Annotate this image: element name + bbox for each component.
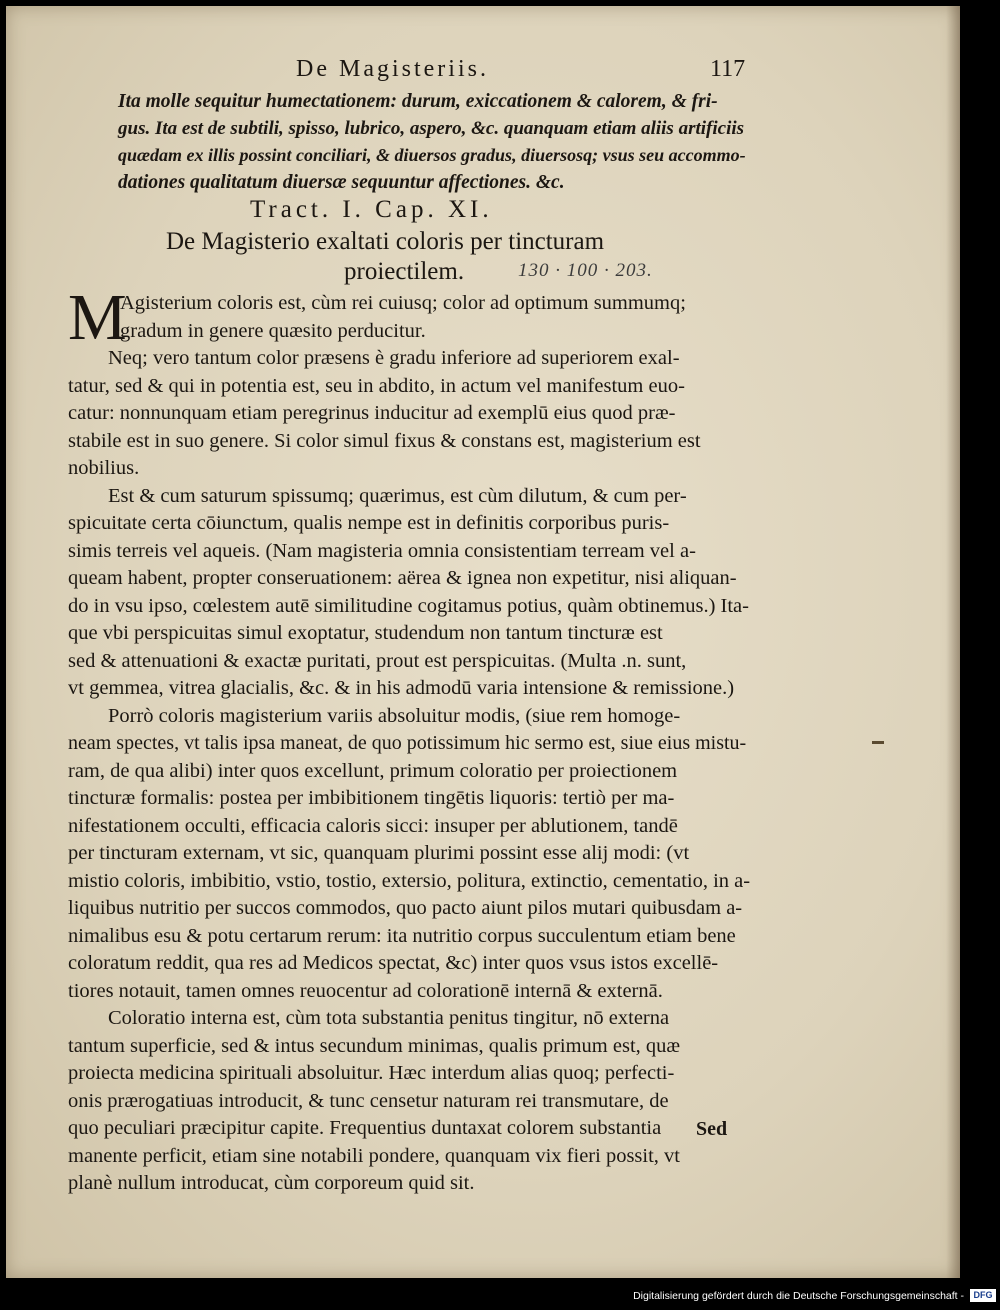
body-line: tincturæ formalis: postea per imbibitionem tingētis liquoris: tertiò per ma- [68, 787, 675, 809]
body-text [68, 281, 758, 1198]
body-line: Est & cum saturum spissumq; quærimus, est cùm dilutum, & cum per- [108, 484, 687, 507]
body-line: manente perficit, etiam sine notabili pondere, quanquam vix fieri possit, vt [68, 1144, 680, 1167]
body-line: Agisterium coloris est, cùm rei cuiusq; color ad optimum summumq; [120, 292, 686, 314]
body-line: Coloratio interna est, cùm tota substantia penitus tingitur, nō externa [108, 1007, 670, 1029]
body-line: coloratum reddit, qua res ad Medicos spectat, &c) inter quos vsus istos excellē- [68, 952, 719, 974]
body-line: tantum superficie, sed & intus secundum minimas, qualis primum est, quæ [68, 1034, 681, 1057]
body-line: Neq; vero tantum color præsens è gradu inferiore ad superiorem exal- [108, 347, 680, 369]
catchword: Sed [696, 1118, 728, 1140]
body-line: tiores notauit, tamen omnes reuocentur ad colorationē internā & externā. [68, 979, 663, 1002]
body-line: proiecta medicina spirituali absoluitur. Hæc interdum alias quoq; perfecti- [68, 1062, 675, 1084]
body-line: onis prærogatiuas introducit, & tunc censetur naturam rei transmutare, de [68, 1089, 669, 1112]
funding-credit: Digitalisierung gefördert durch die Deutsche Forschungsgemeinschaft - [633, 1290, 964, 1302]
page-edge-shadow [946, 6, 960, 1278]
dfg-logo-icon: DFG [970, 1289, 996, 1302]
chapter-title-line1: De Magisterio exaltati coloris per tincturam [166, 228, 605, 255]
body-line: liquibus nutritio per succos commodos, quo pacto aiunt pilos mutari quibusdam a- [68, 897, 743, 919]
page-number: 117 [710, 56, 746, 82]
body-line: per tincturam externam, vt sic, quanquam plurimi possint esse alij modi: (vt [68, 842, 690, 864]
body-line: queam habent, propter conseruationem: aërea & ignea non expetitur, nisi aliquan- [68, 567, 737, 589]
italic-line: quædam ex illis possint conciliari, & diuersos gradus, diuersosq; vsus seu accommo- [118, 145, 746, 165]
italic-line: Ita molle sequitur humectationem: durum, exiccationem & calorem, & fri- [118, 91, 718, 112]
body-line: quo peculiari præcipitur capite. Frequentius duntaxat colorem substantia [68, 1117, 662, 1139]
body-line: gradum in genere quæsito perducitur. [120, 319, 426, 342]
body-line: stabile est in suo genere. Si color simul fixus & constans est, magisterium est [68, 429, 701, 452]
chapter-heading: Tract. I. Cap. XI. [250, 196, 493, 223]
body-line: vt gemmea, vitrea glacialis, &c. & in his admodū varia intensione & remissione.) [68, 677, 735, 699]
body-line: sed & attenuationi & exactæ puritati, prout est perspicuitas. (Multa .n. sunt, [68, 649, 687, 672]
handwritten-annotation: 130 · 100 · 203. [518, 260, 653, 281]
margin-mark [872, 741, 884, 744]
body-line: tatur, sed & qui in potentia est, seu in abdito, in actum vel manifestum euo- [68, 374, 685, 397]
drop-initial: M [68, 281, 127, 354]
body-line: do in vsu ipso, cœlestem autē similitudine cogitamus potius, quàm obtinemus.) Ita- [68, 594, 749, 617]
body-line: nimalibus esu & potu certarum rerum: ita nutritio corpus succulentum etiam bene [68, 924, 736, 947]
chapter-title-line2: proiectilem. [344, 258, 465, 285]
body-line: neam spectes, vt talis ipsa maneat, de quo potissimum hic sermo est, siue eius mistu- [68, 732, 747, 754]
body-line: que vbi perspicuitas simul exoptatur, studendum non tantum tincturæ est [68, 622, 663, 644]
footer-bar [0, 1283, 1000, 1310]
body-line: mistio coloris, imbibitio, vstio, tostio, extersio, politura, extinctio, cementatio, in a- [68, 869, 751, 892]
italic-line: dationes qualitatum diuersæ sequuntur affectiones. &c. [118, 172, 565, 193]
body-line: simis terreis vel aqueis. (Nam magisteria omnia consistentiam terream vel a- [68, 539, 696, 562]
italic-paragraph [118, 88, 758, 196]
running-title: De Magisteriis. [296, 56, 489, 82]
body-line: Porrò coloris magisterium variis absoluitur modis, (siue rem homoge- [108, 704, 681, 727]
body-line: spicuitate certa cōiunctum, qualis nempe est in definitis corporibus puris- [68, 512, 670, 534]
body-line: nobilius. [68, 457, 140, 479]
body-line: nifestationem occulti, efficacia caloris sicci: insuper per ablutionem, tandē [68, 814, 678, 837]
body-line: catur: nonnunquam etiam peregrinus inducitur ad exemplū eius quod præ- [68, 402, 676, 424]
body-line: planè nullum introducat, cùm corporeum quid sit. [68, 1172, 475, 1194]
body-line: ram, de qua alibi) inter quos excellunt, primum coloratio per proiectionem [68, 759, 678, 782]
italic-line: gus. Ita est de subtili, spisso, lubrico, aspero, &c. quanquam etiam aliis artificiis [118, 118, 745, 139]
